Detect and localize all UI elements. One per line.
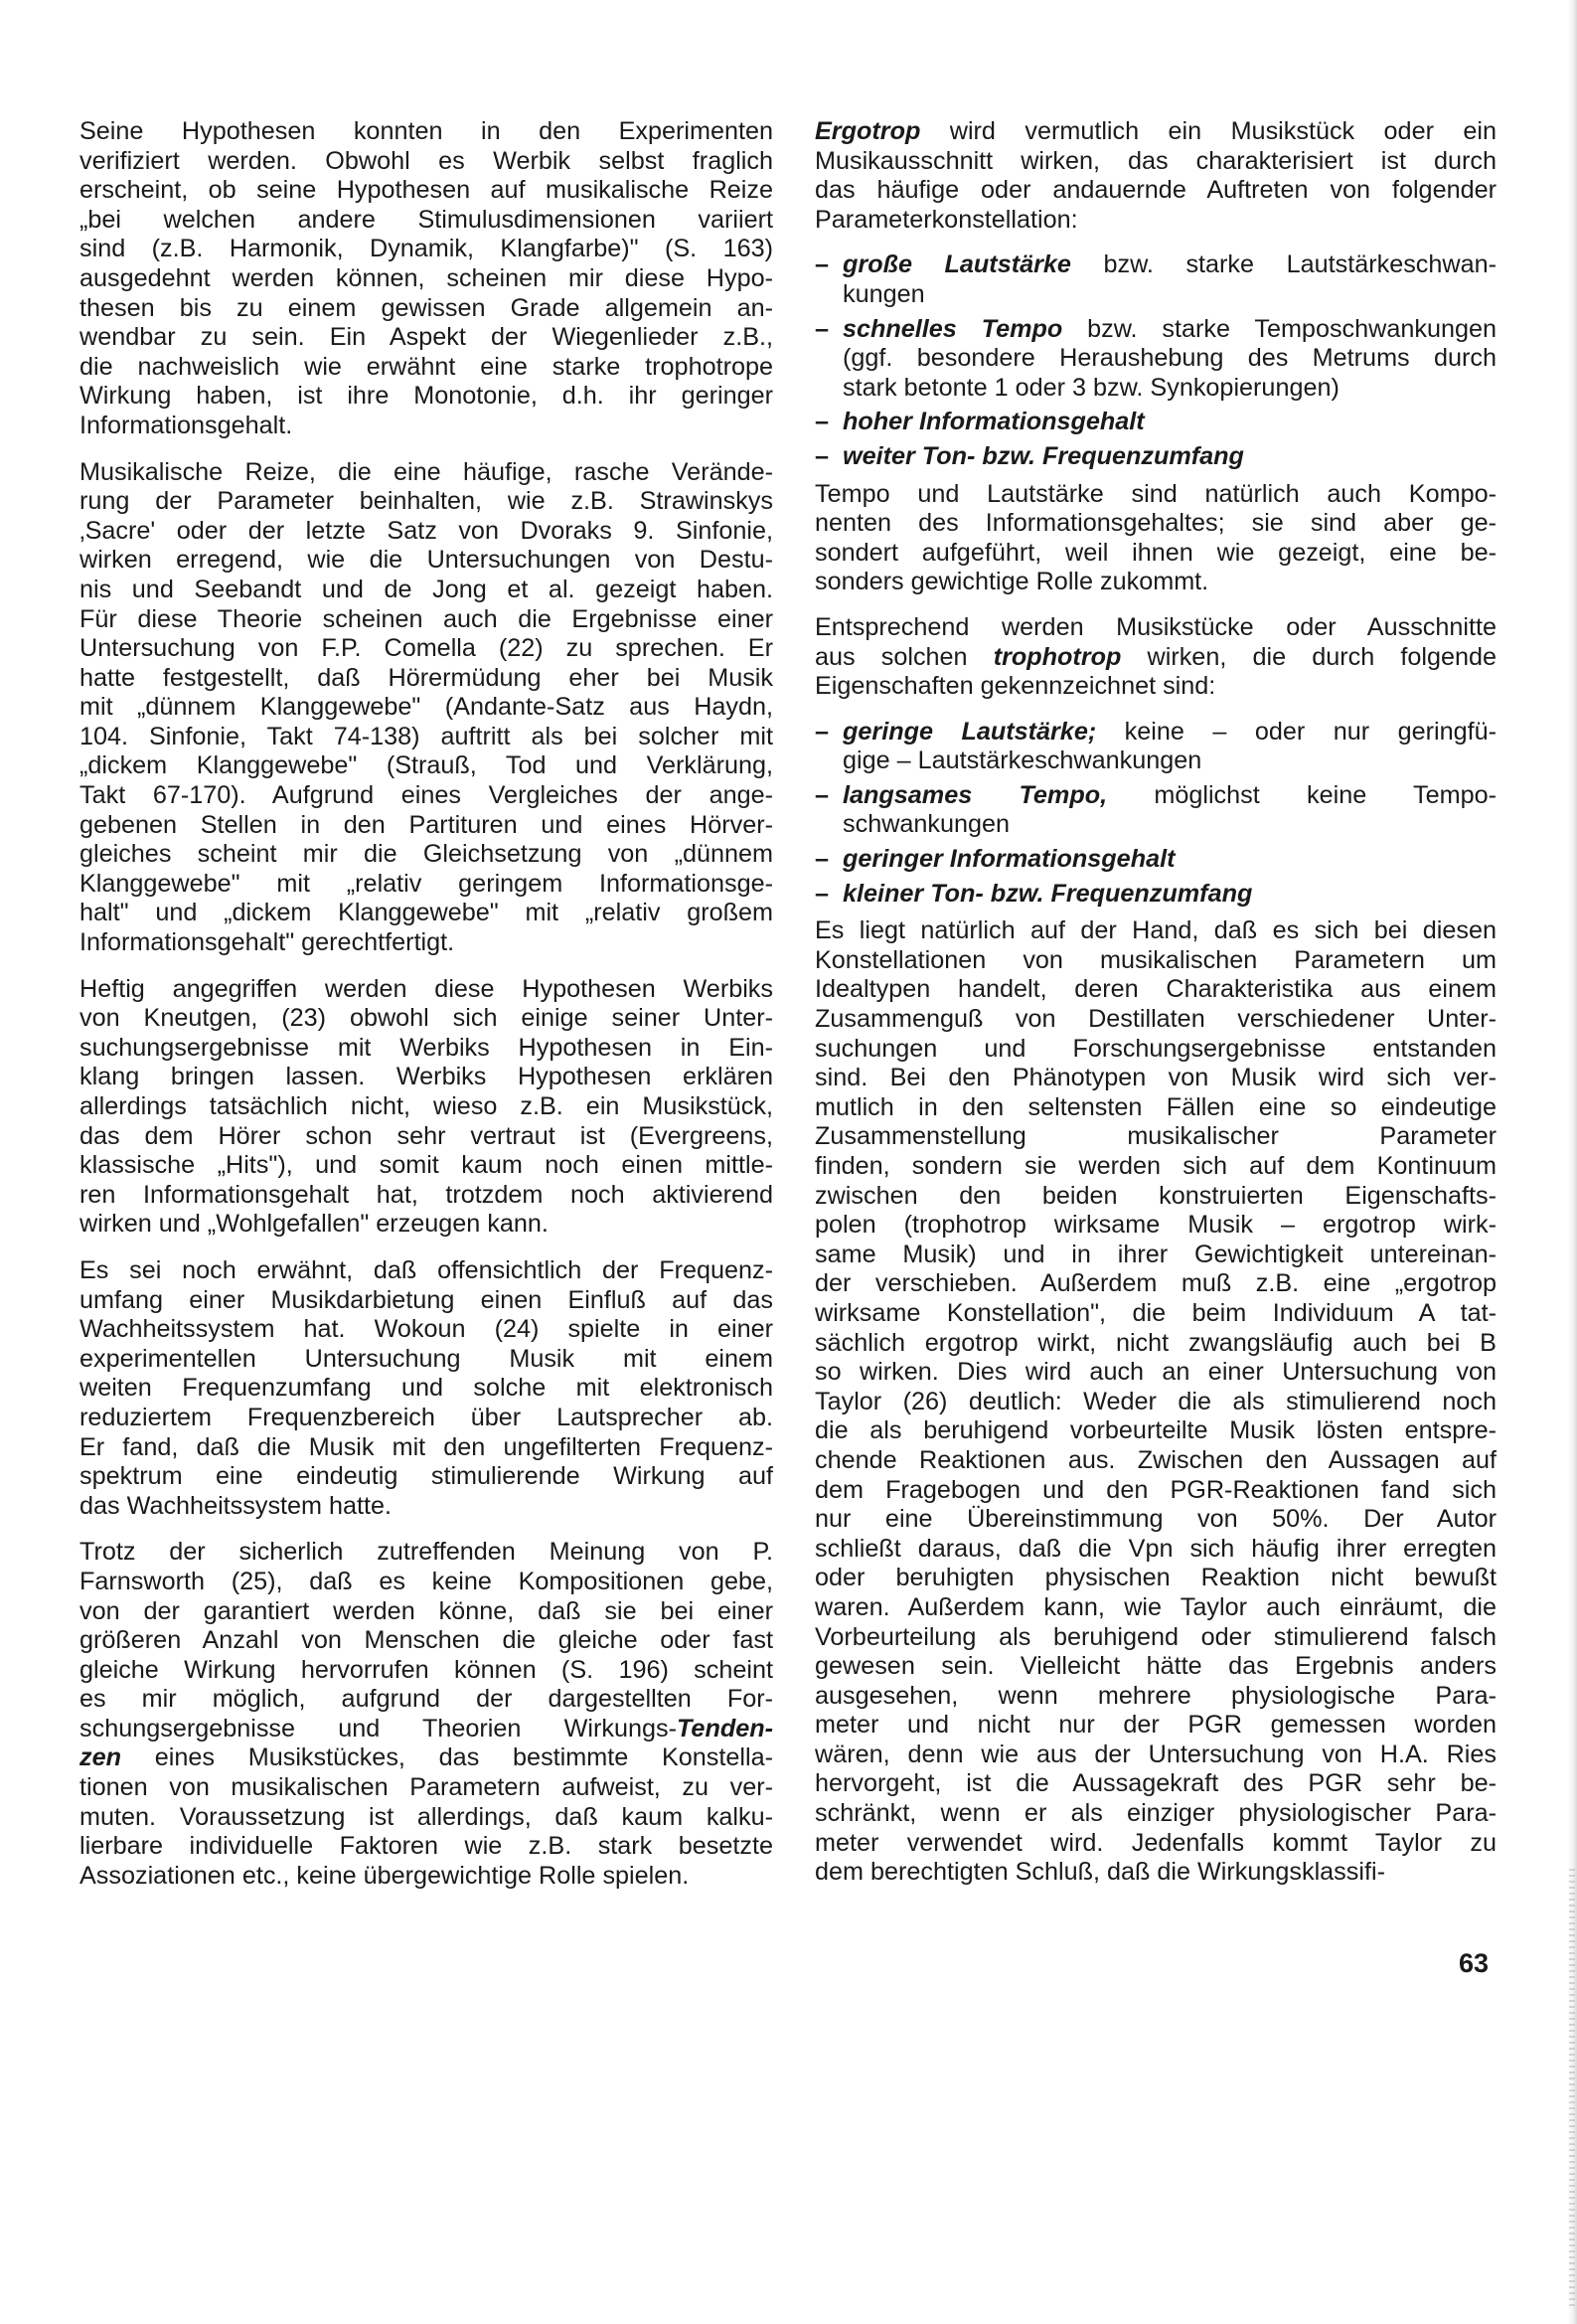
text-line: suchungen und Forschungsergebnisse entstanden [815,1034,1497,1063]
text-line: zwischen den beiden konstruierten Eigenschafts- [815,1181,1497,1210]
text-line: thesen bis zu einem gewissen Grade allgemein an- [79,293,773,322]
list-item-continuation: schwankungen [843,810,1011,839]
text-line: gebenen Stellen in den Partituren und eines Hörver- [79,810,773,839]
list-item-line [843,442,1497,472]
list-item-term: kleiner Ton- bzw. Frequenzumfang [843,879,1253,908]
left-column [79,117,773,1908]
list-item-term: hoher Informationsgehalt [843,408,1145,436]
text-line: Trotz der sicherlich zutreffenden Meinung von P. [79,1538,773,1567]
dash-bullet: – [815,879,830,908]
text-line: umfang einer Musikdarbietung einen Einfluß auf das [79,1285,773,1314]
text-line: von der garantiert werden könne, daß sie bei einer [79,1596,773,1625]
paragraph-kneutgen [79,975,773,1240]
list-item-text: möglichst keine Tempo- [1107,780,1497,809]
dash-bullet: – [815,250,830,279]
list-item-text: bzw. starke Lautstärkeschwan- [1070,250,1497,279]
text-line: meter und nicht nur der PGR gemessen worden [815,1711,1497,1740]
text-line: mutlich in den seltensten Fällen eine so eindeutige [815,1092,1497,1121]
list-item [815,880,1497,910]
text-line: das häufige oder andauernde Auftreten von folgender [815,176,1497,205]
text-line: waren. Außerdem kann, wie Taylor auch einräumt, die [815,1592,1497,1621]
list-item [815,845,1497,875]
text-line: Informationsgehalt" gerechtfertigt. [79,928,455,957]
list-item [815,250,1497,309]
list-item-continuation: kungen [843,279,925,308]
text-line: rung der Parameter beinhalten, wie z.B. Strawinskys [79,487,773,516]
text-line: wirken erregend, wie die Untersuchungen von Destu- [79,546,773,575]
text-line: größeren Anzahl von Menschen die gleiche oder fast [79,1626,773,1655]
text-line: 104. Sinfonie, Takt 74-138) auftritt als bei solcher mit [79,722,773,750]
text-line: „dickem Klanggewebe" (Strauß, Tod und Verklärung, [79,751,773,780]
text-line: ausgesehen, wenn mehrere physiologische Para- [815,1681,1497,1710]
text-line: das dem Hörer schon sehr vertraut ist (Evergreens, [79,1121,773,1150]
farnsworth-lines-b [79,1773,773,1891]
text-line: wendbar zu sein. Ein Aspekt der Wiegenlieder z.B., [79,323,773,352]
list-item-text: bzw. starke Temposchwankungen [1062,314,1497,343]
text-line: von Kneutgen, (23) obwohl sich einige seiner Unter- [79,1004,773,1033]
text-line: polen (trophotrop wirksame Musik – ergotrop wirk- [815,1211,1497,1240]
text-line: das Wachheitssystem hatte. [79,1491,393,1520]
text-line: wirksame Konstellation", die beim Individuum A tat- [815,1298,1497,1327]
text-line: nur eine Übereinstimmung von 50%. Der Autor [815,1505,1497,1534]
trophotrop-list [815,718,1497,910]
text-line: tionen von musikalischen Parametern aufweist, zu ver- [79,1773,773,1802]
text-line: chende Reaktionen aus. Zwischen den Aussagen auf [815,1445,1497,1474]
dash-bullet: – [815,717,830,746]
text-line: ausgedehnt werden können, scheinen mir diese Hypo- [79,263,773,292]
text-line: Heftig angegriffen werden diese Hypothesen Werbiks [79,974,773,1003]
text-line: klassische „Hits"), und somit kaum noch einen mittle- [79,1151,773,1180]
text-line: erscheint, ob seine Hypothesen auf musikalische Reize [79,176,773,205]
list-item [815,442,1497,472]
text-line: Es sei noch erwähnt, daß offensichtlich der Frequenz- [79,1255,773,1284]
page-edge-texture [1569,1869,1575,2306]
text-line: nis und Seebandt und de Jong et al. gezeigt haben. [79,575,773,603]
text-line: Informationsgehalt. [79,411,293,439]
text-line: same Musik) und in ihrer Gewichtigkeit untereinan- [815,1240,1497,1268]
paragraph-idealtypen [815,916,1497,1888]
ergotrop-lines [815,147,1497,236]
text-line: Eigenschaften gekennzeichnet sind: [815,672,1216,701]
list-item [815,781,1497,840]
text-line: Musikausschnitt wirken, das charakterisiert ist durch [815,146,1497,175]
text-line: reduziertem Frequenzbereich über Lautsprecher ab. [79,1403,773,1431]
text-line: Wirkung haben, ist ihre Monotonie, d.h. ihr geringer [79,382,773,411]
text-line: Zusammenstellung musikalischer Parameter [815,1122,1497,1151]
text-line: dem berechtigten Schluß, daß die Wirkungsklassifi- [815,1858,1385,1887]
paragraph-frequenzumfang [79,1256,773,1521]
text-line: ‚Sacre' oder der letzte Satz von Dvoraks 9. Sinfonie, [79,516,773,545]
text-line: ren Informationsgehalt hat, trotzdem noch aktivierend [79,1180,773,1209]
text-line: mit „dünnem Klanggewebe" (Andante-Satz aus Haydn, [79,693,773,722]
paragraph-tempo [815,480,1497,597]
paragraph-musikalische-reize [79,458,773,958]
text-line: dem Fragebogen und den PGR-Reaktionen fand sich [815,1475,1497,1504]
dash-bullet: – [815,408,830,436]
dash-bullet: – [815,845,830,874]
text-line: Für diese Theorie scheinen auch die Ergebnisse einer [79,604,773,633]
text-line: sonders gewichtige Rolle zukommt. [815,568,1209,596]
text-line: Tempo und Lautstärke sind natürlich auch Kompo- [815,479,1497,508]
text-line: gleiche Wirkung hervorrufen können (S. 196) scheint [79,1655,773,1684]
text-line: nenten des Informationsgehaltes; sie sind aber ge- [815,509,1497,538]
text-line: „bei welchen andere Stimulusdimensionen variiert [79,205,773,234]
list-item-line [843,408,1497,437]
text-line: die nachweislich wie erwähnt eine starke trophotrope [79,352,773,381]
text-line: sondert aufgeführt, weil ihnen wie gezeigt, eine be- [815,538,1497,567]
list-item-line [843,781,1497,811]
text-line: sächlich ergotrop wirkt, nicht zwangsläufig auch bei B [815,1328,1497,1357]
text-line: Er fand, daß die Musik mit den ungefilterten Frequenz- [79,1432,773,1461]
text-line: Wachheitssystem hat. Wokoun (24) spielte in einer [79,1315,773,1344]
text-line: so wirken. Dies wird auch an einer Untersuchung von [815,1358,1497,1387]
text-line: lierbare individuelle Faktoren wie z.B. stark besetzte [79,1832,773,1861]
text-line: Taylor (26) deutlich: Weder die als stimulierend noch [815,1387,1497,1415]
text-line: wären, denn wie aus der Untersuchung von H.A. Ries [815,1740,1497,1768]
text-line: Klanggewebe" mit „relativ geringem Informationsge- [79,869,773,898]
text-line: Untersuchung von F.P. Comella (22) zu sprechen. Er [79,634,773,663]
text-line: hatte festgestellt, daß Hörermüdung eher bei Musik [79,663,773,692]
text-line: klang bringen lassen. Werbiks Hypothesen erklären [79,1063,773,1091]
list-item-term: große Lautstärke [843,250,1071,279]
text-line: Konstellationen von musikalischen Parametern um [815,945,1497,974]
list-item-term: weiter Ton- bzw. Frequenzumfang [843,441,1244,470]
list-item-line [843,718,1497,747]
text-line: schränkt, wenn er als einziger physiologischer Para- [815,1799,1497,1828]
list-item-term: schnelles Tempo [843,314,1063,343]
text-line: aus solchen trophotrop wirken, die durch folgende [815,642,1497,671]
text-line: wirken und „Wohlgefallen" erzeugen kann. [79,1210,549,1239]
right-column [815,117,1497,1904]
text-line: spektrum eine eindeutig stimulierende Wirkung auf [79,1462,773,1491]
list-item-continuation: gige – Lautstärkeschwankungen [843,747,1202,775]
list-item-term: geringe Lautstärke; [843,717,1097,746]
text-line: Es liegt natürlich auf der Hand, daß es sich bei diesen [815,916,1497,945]
text-line: muten. Voraussetzung ist allerdings, daß kaum kalku- [79,1802,773,1831]
list-item-line [843,250,1497,280]
text-line: oder beruhigten physischen Reaktion nicht bewußt [815,1564,1497,1592]
text-line: allerdings tatsächlich nicht, wieso z.B. ein Musikstück, [79,1092,773,1120]
list-item-text: keine – oder nur geringfü- [1096,717,1497,746]
list-item-line [843,880,1497,910]
text-line: Vorbeurteilung als beruhigend oder stimulierend falsch [815,1622,1497,1651]
text-line: schungsergebnisse und Theorien Wirkungs-Tenden- [79,1714,773,1743]
list-item-line [843,845,1497,875]
text-line: Zusammenguß von Destillaten verschiedener Unter- [815,1005,1497,1034]
text-line: zen eines Musikstückes, das bestimmte Konstella- [79,1743,773,1772]
text-line: die als beruhigend vorbeurteilte Musik lösten entspre- [815,1416,1497,1445]
text-line: meter verwendet wird. Jedenfalls kommt Taylor zu [815,1828,1497,1857]
farnsworth-lines-a [79,1538,773,1715]
list-item-continuation: (ggf. besondere Heraushebung des Metrums durch [843,344,1497,373]
text-line: Entsprechend werden Musikstücke oder Ausschnitte [815,612,1497,641]
text-line: Musikalische Reize, die eine häufige, rasche Verände- [79,457,773,486]
text-line: der verschieben. Außerdem muß z.B. eine „ergotrop [815,1269,1497,1298]
list-item-term: geringer Informationsgehalt [843,845,1176,874]
text-line: verifiziert werden. Obwohl es Werbik selbst fraglich [79,146,773,175]
text-line: experimentellen Untersuchung Musik mit einem [79,1344,773,1373]
list-item-continuation: stark betonte 1 oder 3 bzw. Synkopierungen) [843,373,1340,402]
text-line: hervorgeht, ist die Aussagekraft des PGR sehr be- [815,1769,1497,1798]
text-line: finden, sondern sie werden sich auf dem Kontinuum [815,1152,1497,1180]
paragraph-ergotrop [815,117,1497,235]
text-line: Ergotrop wird vermutlich ein Musikstück oder ein [815,117,1497,145]
list-item [815,408,1497,437]
text-line: Parameterkonstellation: [815,205,1078,234]
text-line: Farnsworth (25), daß es keine Kompositionen gebe, [79,1567,773,1595]
text-line: sind. Bei den Phänotypen von Musik wird sich ver- [815,1064,1497,1092]
paragraph-hypothesen [79,117,773,441]
text-line: sind (z.B. Harmonik, Dynamik, Klangfarbe)" (S. 163) [79,235,773,263]
ergotrop-list [815,250,1497,471]
text-line: schließt daraus, daß die Vpn sich häufig ihrer erregten [815,1534,1497,1563]
paragraph-trophotrop [815,613,1497,702]
text-line: halt" und „dickem Klanggewebe" mit „relativ großem [79,899,773,927]
text-line: Seine Hypothesen konnten in den Experimenten [79,117,773,145]
dash-bullet: – [815,441,830,470]
list-item-line [843,315,1497,345]
page-number: 63 [1459,1948,1490,1978]
text-line: Assoziationen etc., keine übergewichtige Rolle spielen. [79,1861,690,1890]
list-item [815,718,1497,776]
text-line: es mir möglich, aufgrund der dargestellten For- [79,1685,773,1714]
dash-bullet: – [815,780,830,809]
text-line: gleiches scheint mir die Gleichsetzung von „dünnem [79,840,773,869]
dash-bullet: – [815,314,830,343]
text-line: Idealtypen handelt, deren Charakteristika aus einem [815,975,1497,1004]
paragraph-farnsworth [79,1538,773,1891]
text-line: weiten Frequenzumfang und solche mit elektronisch [79,1374,773,1403]
text-line: suchungsergebnisse mit Werbiks Hypothesen in Ein- [79,1033,773,1062]
text-line: gewesen sein. Vielleicht hätte das Ergebnis anders [815,1652,1497,1681]
list-item-term: langsames Tempo, [843,780,1108,809]
text-line: Takt 67-170). Aufgrund eines Vergleiches der ange- [79,781,773,810]
list-item [815,315,1497,404]
